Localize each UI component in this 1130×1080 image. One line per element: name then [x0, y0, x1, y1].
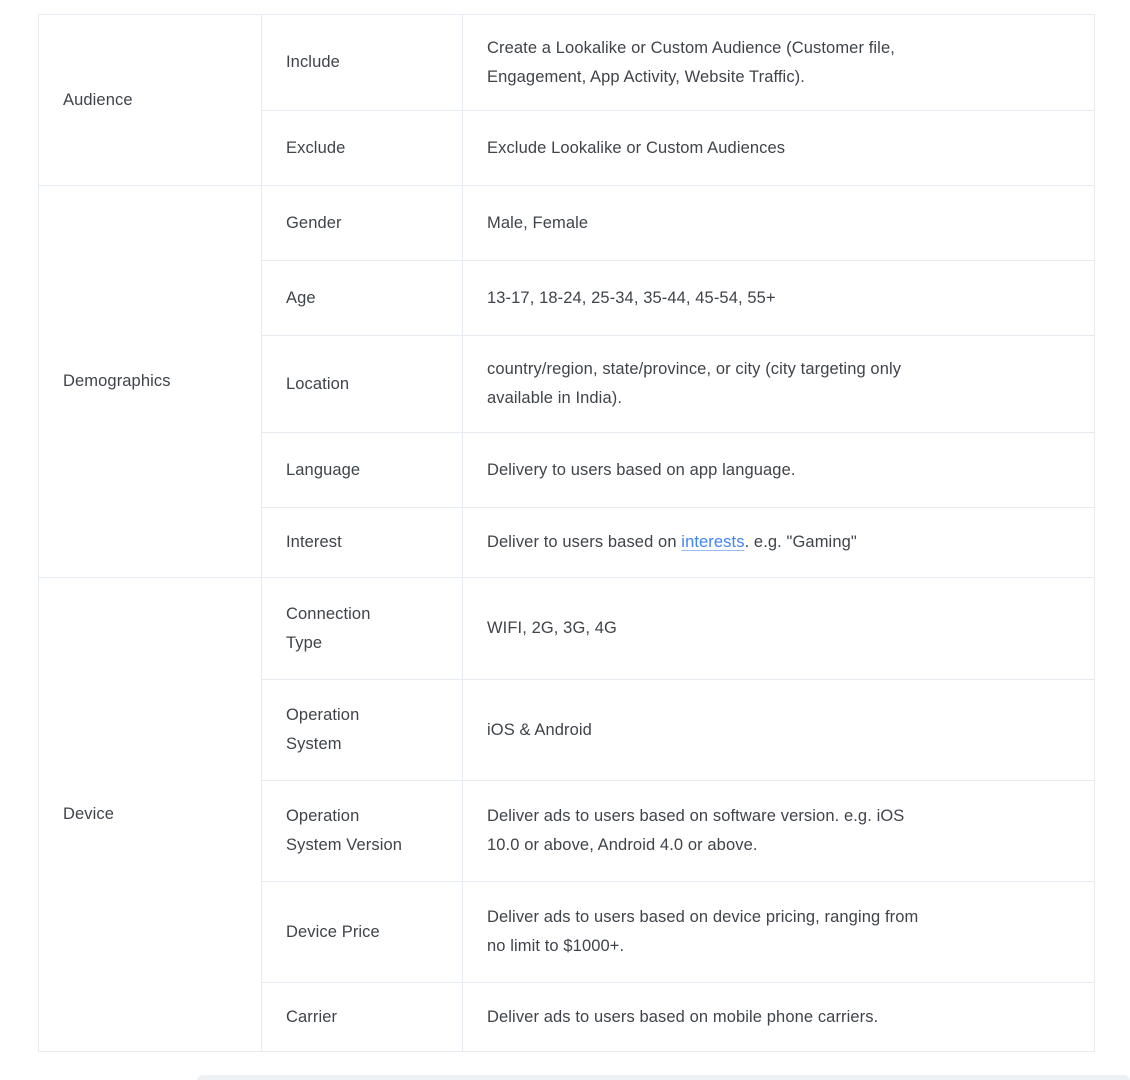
subcategory-label: Gender — [286, 213, 342, 232]
category-label: Audience — [63, 90, 133, 109]
value-cell-gender — [463, 186, 1095, 261]
subcategory-cell-connection-type — [262, 578, 463, 680]
category-label: Demographics — [63, 372, 171, 390]
subcategory-cell-location — [262, 336, 463, 433]
bottom-panel-edge — [197, 1075, 1130, 1080]
value-cell-operation-system — [463, 680, 1095, 781]
value-cell-operation-system-version — [463, 781, 1095, 882]
subcategory-label: Operation System — [286, 706, 360, 753]
value-text — [487, 528, 927, 557]
value-cell-exclude — [463, 111, 1095, 186]
category-label: Device — [63, 805, 115, 823]
value-text: WIFI, 2G, 3G, 4G — [487, 619, 617, 637]
value-text: Deliver ads to users based on device pricing, ranging from no limit to $1000+. — [487, 908, 919, 955]
category-cell-audience — [39, 15, 262, 186]
subcategory-label: Include — [286, 53, 340, 71]
value-cell-device-price — [463, 882, 1095, 983]
value-text: Male, Female — [487, 213, 589, 232]
subcategory-label: Interest — [286, 533, 342, 551]
value-text: Exclude Lookalike or Custom Audiences — [487, 138, 786, 157]
subcategory-cell-language — [262, 433, 463, 508]
subcategory-label: Exclude — [286, 138, 346, 157]
subcategory-cell-include — [262, 15, 463, 111]
ad-targeting-table — [38, 14, 1095, 1052]
subcategory-label: Age — [286, 288, 316, 307]
value-cell-interest — [463, 508, 1095, 578]
value-cell-include — [463, 15, 1095, 111]
value-text: Delivery to users based on app language. — [487, 460, 796, 479]
row-gender — [39, 186, 1095, 261]
value-cell-age — [463, 261, 1095, 336]
interests-link[interactable]: interests — [681, 533, 745, 551]
row-include — [39, 15, 1095, 111]
value-cell-connection-type — [463, 578, 1095, 680]
subcategory-cell-operation-system-version — [262, 781, 463, 882]
value-text: Deliver ads to users based on software version. e.g. iOS 10.0 or above, Android 4.0 or above. — [487, 807, 905, 854]
subcategory-label: Device Price — [286, 922, 380, 941]
subcategory-label: Operation System Version — [286, 807, 403, 854]
subcategory-cell-carrier — [262, 983, 463, 1052]
value-cell-carrier — [463, 983, 1095, 1052]
value-text-before: Deliver to users based on — [487, 533, 682, 551]
value-cell-language — [463, 433, 1095, 508]
value-text: Create a Lookalike or Custom Audience (Customer file, Engagement, App Activity, Website Traffic). — [487, 38, 895, 86]
value-cell-location — [463, 336, 1095, 433]
value-text: country/region, state/province, or city (city targeting only available in India). — [487, 360, 902, 407]
subcategory-cell-device-price — [262, 882, 463, 983]
category-cell-device — [39, 578, 262, 1052]
subcategory-label: Location — [286, 374, 350, 393]
subcategory-cell-age — [262, 261, 463, 336]
subcategory-cell-interest — [262, 508, 463, 578]
subcategory-label: Connection Type — [286, 604, 371, 652]
value-text-after: . e.g. "Gaming" — [744, 533, 857, 551]
value-text: iOS & Android — [487, 720, 592, 739]
subcategory-cell-gender — [262, 186, 463, 261]
value-text: 13-17, 18-24, 25-34, 35-44, 45-54, 55+ — [487, 288, 776, 307]
subcategory-label: Language — [286, 460, 361, 479]
row-connection-type — [39, 578, 1095, 680]
value-text: Deliver ads to users based on mobile phone carriers. — [487, 1007, 879, 1026]
subcategory-cell-exclude — [262, 111, 463, 186]
subcategory-cell-operation-system — [262, 680, 463, 781]
subcategory-label: Carrier — [286, 1007, 338, 1026]
category-cell-demographics — [39, 186, 262, 578]
